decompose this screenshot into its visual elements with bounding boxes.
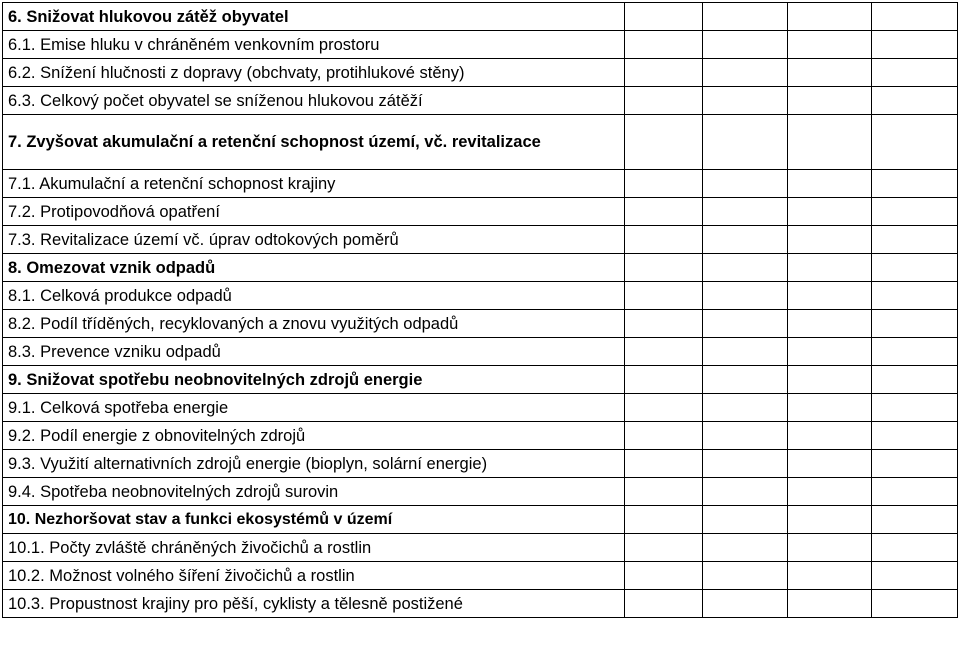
- table-row: [3, 282, 958, 310]
- empty-cell: [703, 338, 788, 366]
- empty-cell: [625, 170, 703, 198]
- empty-cell: [703, 198, 788, 226]
- empty-cell: [872, 310, 958, 338]
- empty-cell: [872, 282, 958, 310]
- empty-cell: [788, 562, 872, 590]
- empty-cell: [788, 282, 872, 310]
- indicator-7-2: 7.2. Protipovodňová opatření: [3, 198, 625, 226]
- indicator-10-2: 10.2. Možnost volného šíření živočichů a rostlin: [3, 562, 625, 590]
- table-row: [3, 170, 958, 198]
- empty-cell: [703, 87, 788, 115]
- empty-cell: [625, 3, 703, 31]
- table-row: [3, 450, 958, 478]
- empty-cell: [788, 170, 872, 198]
- indicator-6-1: 6.1. Emise hluku v chráněném venkovním prostoru: [3, 31, 625, 59]
- indicator-10-1: 10.1. Počty zvláště chráněných živočichů a rostlin: [3, 534, 625, 562]
- indicator-9-4: 9.4. Spotřeba neobnovitelných zdrojů surovin: [3, 478, 625, 506]
- empty-cell: [625, 226, 703, 254]
- empty-cell: [872, 450, 958, 478]
- empty-cell: [872, 338, 958, 366]
- empty-cell: [703, 282, 788, 310]
- empty-cell: [788, 31, 872, 59]
- empty-cell: [625, 115, 703, 170]
- empty-cell: [872, 115, 958, 170]
- table-row: [3, 506, 958, 534]
- empty-cell: [788, 478, 872, 506]
- empty-cell: [872, 87, 958, 115]
- empty-cell: [788, 394, 872, 422]
- table-row: [3, 422, 958, 450]
- empty-cell: [872, 422, 958, 450]
- empty-cell: [625, 366, 703, 394]
- table-row: [3, 394, 958, 422]
- section-heading-7: 7. Zvyšovat akumulační a retenční schopnost území, vč. revitalizace: [3, 115, 625, 170]
- table-row: [3, 310, 958, 338]
- section-heading-9: 9. Snižovat spotřebu neobnovitelných zdrojů energie: [3, 366, 625, 394]
- empty-cell: [703, 394, 788, 422]
- empty-cell: [625, 282, 703, 310]
- indicator-6-2: 6.2. Snížení hlučnosti z dopravy (obchvaty, protihlukové stěny): [3, 59, 625, 87]
- empty-cell: [625, 394, 703, 422]
- indicator-9-3: 9.3. Využití alternativních zdrojů energie (bioplyn, solární energie): [3, 450, 625, 478]
- empty-cell: [872, 394, 958, 422]
- table-row: [3, 226, 958, 254]
- indicator-8-2: 8.2. Podíl tříděných, recyklovaných a znovu využitých odpadů: [3, 310, 625, 338]
- indicator-8-1: 8.1. Celková produkce odpadů: [3, 282, 625, 310]
- section-heading-6: 6. Snižovat hlukovou zátěž obyvatel: [3, 3, 625, 31]
- indicator-10-3: 10.3. Propustnost krajiny pro pěší, cyklisty a tělesně postižené: [3, 590, 625, 618]
- empty-cell: [788, 534, 872, 562]
- empty-cell: [872, 478, 958, 506]
- empty-cell: [788, 422, 872, 450]
- empty-cell: [872, 170, 958, 198]
- empty-cell: [703, 3, 788, 31]
- empty-cell: [788, 590, 872, 618]
- empty-cell: [703, 590, 788, 618]
- empty-cell: [625, 338, 703, 366]
- empty-cell: [872, 590, 958, 618]
- empty-cell: [872, 534, 958, 562]
- indicator-table: [2, 2, 958, 618]
- empty-cell: [703, 310, 788, 338]
- empty-cell: [788, 254, 872, 282]
- empty-cell: [788, 338, 872, 366]
- empty-cell: [872, 506, 958, 534]
- empty-cell: [625, 198, 703, 226]
- empty-cell: [625, 590, 703, 618]
- table-row: [3, 198, 958, 226]
- table-row: [3, 115, 958, 170]
- empty-cell: [625, 534, 703, 562]
- empty-cell: [872, 366, 958, 394]
- empty-cell: [703, 366, 788, 394]
- empty-cell: [703, 254, 788, 282]
- empty-cell: [788, 310, 872, 338]
- empty-cell: [703, 450, 788, 478]
- table-row: [3, 478, 958, 506]
- empty-cell: [872, 59, 958, 87]
- empty-cell: [625, 450, 703, 478]
- empty-cell: [788, 226, 872, 254]
- empty-cell: [872, 31, 958, 59]
- empty-cell: [703, 562, 788, 590]
- empty-cell: [703, 115, 788, 170]
- indicator-7-3: 7.3. Revitalizace území vč. úprav odtokových poměrů: [3, 226, 625, 254]
- empty-cell: [788, 3, 872, 31]
- empty-cell: [625, 478, 703, 506]
- indicator-6-3: 6.3. Celkový počet obyvatel se sníženou hlukovou zátěží: [3, 87, 625, 115]
- empty-cell: [872, 254, 958, 282]
- empty-cell: [703, 506, 788, 534]
- empty-cell: [625, 310, 703, 338]
- empty-cell: [625, 87, 703, 115]
- empty-cell: [625, 422, 703, 450]
- section-heading-10: 10. Nezhoršovat stav a funkci ekosystémů v území: [3, 506, 625, 534]
- table-row: [3, 31, 958, 59]
- empty-cell: [625, 506, 703, 534]
- empty-cell: [625, 254, 703, 282]
- empty-cell: [703, 170, 788, 198]
- empty-cell: [703, 478, 788, 506]
- indicator-8-3: 8.3. Prevence vzniku odpadů: [3, 338, 625, 366]
- table-row: [3, 590, 958, 618]
- empty-cell: [788, 506, 872, 534]
- empty-cell: [872, 3, 958, 31]
- indicator-9-1: 9.1. Celková spotřeba energie: [3, 394, 625, 422]
- table-row: [3, 59, 958, 87]
- empty-cell: [625, 562, 703, 590]
- table-row: [3, 254, 958, 282]
- table-row: [3, 562, 958, 590]
- empty-cell: [703, 422, 788, 450]
- empty-cell: [788, 87, 872, 115]
- empty-cell: [703, 59, 788, 87]
- empty-cell: [625, 31, 703, 59]
- empty-cell: [703, 534, 788, 562]
- empty-cell: [788, 59, 872, 87]
- empty-cell: [788, 198, 872, 226]
- empty-cell: [872, 226, 958, 254]
- empty-cell: [872, 562, 958, 590]
- table-row: [3, 87, 958, 115]
- table-row: [3, 366, 958, 394]
- empty-cell: [872, 198, 958, 226]
- section-heading-8: 8. Omezovat vznik odpadů: [3, 254, 625, 282]
- empty-cell: [788, 450, 872, 478]
- table-row: [3, 338, 958, 366]
- empty-cell: [625, 59, 703, 87]
- indicator-9-2: 9.2. Podíl energie z obnovitelných zdrojů: [3, 422, 625, 450]
- table-row: [3, 3, 958, 31]
- table-row: [3, 534, 958, 562]
- empty-cell: [788, 115, 872, 170]
- empty-cell: [703, 226, 788, 254]
- empty-cell: [703, 31, 788, 59]
- indicator-7-1: 7.1. Akumulační a retenční schopnost krajiny: [3, 170, 625, 198]
- empty-cell: [788, 366, 872, 394]
